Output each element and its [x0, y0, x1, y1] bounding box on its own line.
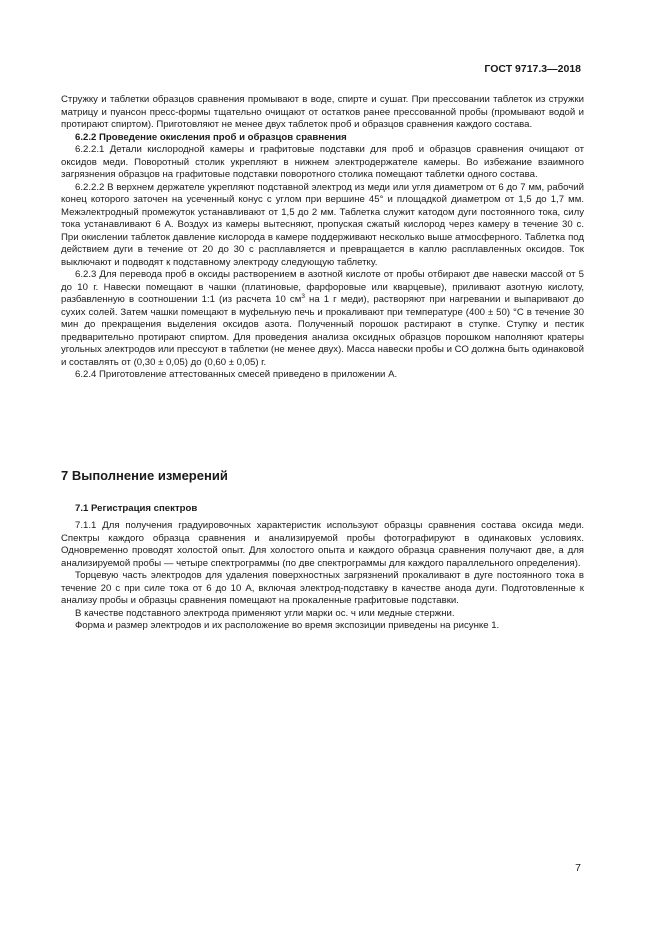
page-number: 7 — [575, 862, 581, 874]
paragraph-intro: Стружку и таблетки образцов сравнения промывают в воде, спирте и сушат. При прессовании таблеток из стружки матрицу и пуансон пресс-формы тщательно очищают от остатков ранее прессованной пробы (промывают водой и протирают спиртом). Приготовляют не менее двух таблеток проб и образцов сравнения каждого состава. — [61, 94, 584, 130]
paragraph-electrode-material: В качестве подставного электрода применяют угли марки ос. ч или медные стержни. — [75, 607, 455, 619]
section-6-2-body — [61, 94, 584, 382]
document-id: ГОСТ 9717.3—2018 — [484, 63, 581, 75]
paragraph-6-2-2-1: 6.2.2.1 Детали кислородной камеры и графитовые подставки для проб и образцов сравнения очищают от оксидов меди. Поворотный столик укрепляют в нижнем электродержателе камеры. Во избежание взаимного загрязнения образцов на графитовые подставки поворотного столика помещают таблетки одного состава. — [61, 144, 584, 180]
paragraph-7-1-1: 7.1.1 Для получения градуировочных характеристик используют образцы сравнения состава оксида меди. Спектры каждого образца сравнения и анализируемой пробы фотографируют в одинаковых условиях. Одновременно проводят холостой опыт. Для холостого опыта и каждого образца сравнения получают две, а для анализируемой пробы — четыре спектрограммы (по две спектрограммы для каждого параллельного определения). — [61, 520, 584, 569]
section-7-1-body — [61, 520, 584, 633]
paragraph-6-2-3-part-b: на 1 г меди), растворяют при нагревании и выпаривают до сухих солей. Затем чашки помещают в муфельную печь и прокаливают при температуре (400 ± 50) °С в течение 30 мин до прекращения выделения оксидов азота. Полученный порошок растирают в ступке. Ступку и пестик предварительно протирают спиртом. Для проведения анализа оксидных образцов порошком наполняют кратеры угольных электродов или прессуют в таблетки (не менее двух). Масса навески пробы и СО должна быть одинаковой и составлять от (0,30 ± 0,05) до (0,60 ± 0,05) г. — [61, 294, 584, 368]
paragraph-6-2-3 — [61, 269, 584, 369]
paragraph-6-2-4: 6.2.4 Приготовление аттестованных смесей приведено в приложении А. — [75, 369, 398, 380]
paragraph-6-2-3-part-a: 6.2.3 Для перевода проб в оксиды растворением в азотной кислоте от пробы отбирают две навески массой от 5 до 10 г. Навески помещают в чашки (платиновые, фарфоровые или кварцевые), приливают азотную кислоту, разбавленную в соотношении 1:1 (из расчета 10 см — [61, 269, 584, 305]
superscript-3: 3 — [301, 292, 305, 300]
paragraph-electrode-cleaning: Торцевую часть электродов для удаления поверхностных загрязнений прокаливают в дуге постоянного тока в течение 20 с при силе тока от 6 до 10 А, включая электрод-подставку в качестве анода дуги. Подготовленные к анализу пробы и образцы сравнения помещают на прокаленные графитовые подставки. — [61, 570, 584, 606]
heading-6-2-2: 6.2.2 Проведение окисления проб и образцов сравнения — [75, 131, 347, 143]
section-7-1-title: 7.1 Регистрация спектров — [75, 503, 198, 514]
paragraph-figure-reference: Форма и размер электродов и их расположение во время экспозиции приведены на рисунке 1. — [75, 620, 500, 631]
paragraph-6-2-2-2: 6.2.2.2 В верхнем держателе укрепляют подставной электрод из меди или угля диаметром от 6 до 7 мм, рабочий конец которого заточен на усеченный конус с углом при вершине 45° и площадкой диаметром от 1,5 до 1,7 мм. Межэлектродный промежуток устанавливают от 1,5 до 2 мм. Таблетка служит катодом дуги постоянного тока, силу тока устанавливают 6 А. Воздух из камеры вытесняют, пропуская сжатый кислород через камеру в течение 30 с. При окислении таблеток давление кислорода в камере поддерживают несколько выше атмосферного. Таблетка под действием дуги в течение от 20 до 30 с расплавляется и превращается в каплю расплавленных оксидов. Ток выключают и подводят к подставному электроду следующую таблетку. — [61, 181, 584, 268]
section-7-title: 7 Выполнение измерений — [61, 468, 228, 483]
